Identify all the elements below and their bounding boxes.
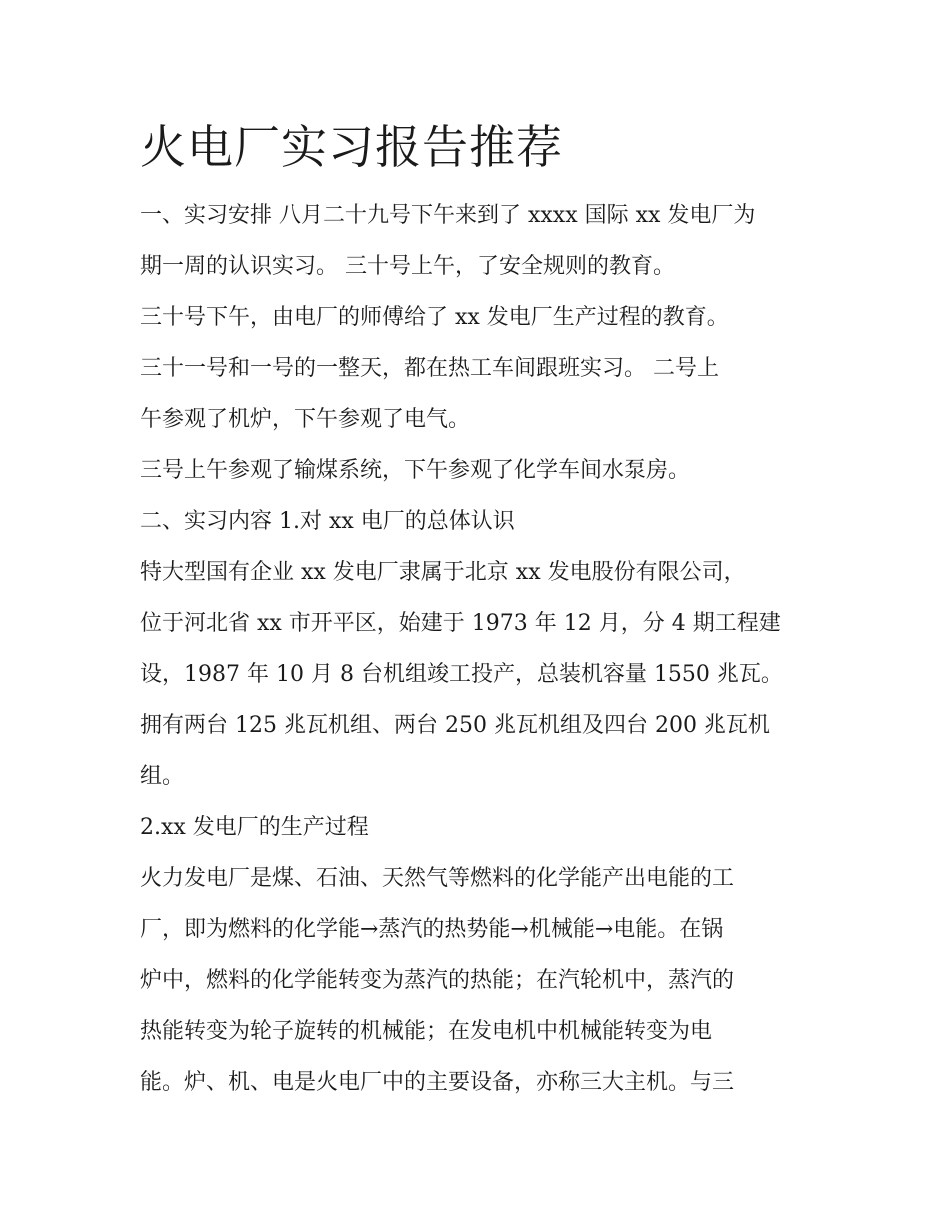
- body-line: 组。: [140, 764, 185, 789]
- document-page: [140, 112, 820, 1108]
- body-line: 设，1987 年 10 月 8 台机组竣工投产，总装机容量 1550 兆瓦。: [140, 662, 783, 687]
- section-heading: 二、实习内容 1.对 xx 电厂的总体认识: [140, 509, 515, 534]
- body-line: 火力发电厂是煤、石油、天然气等燃料的化学能产出电能的工: [140, 866, 735, 891]
- body-line: 厂，即为燃料的化学能→蒸汽的热势能→机械能→电能。在锅: [140, 917, 724, 942]
- subsection-heading: 2.xx 发电厂的生产过程: [140, 815, 369, 840]
- body-line: 热能转变为轮子旋转的机械能；在发电机中机械能转变为电: [140, 1019, 713, 1044]
- body-line: 拥有两台 125 兆瓦机组、两台 250 兆瓦机组及四台 200 兆瓦机: [140, 713, 770, 738]
- body-line: 三十号下午，由电厂的师傅给了 xx 发电厂生产过程的教育。: [140, 305, 729, 330]
- body-line: 位于河北省 xx 市开平区，始建于 1973 年 12 月，分 4 期工程建: [140, 611, 781, 636]
- body-line: 能。炉、机、电是火电厂中的主要设备，亦称三大主机。与三: [140, 1070, 735, 1095]
- body-line: 一、实习安排 八月二十九号下午来到了 xxxx 国际 xx 发电厂为: [140, 203, 756, 228]
- body-line: 三十一号和一号的一整天，都在热工车间跟班实习。 二号上: [140, 356, 719, 381]
- document-title: 火电厂实习报告推荐: [140, 120, 563, 174]
- body-line: 炉中，燃料的化学能转变为蒸汽的热能；在汽轮机中，蒸汽的: [140, 968, 735, 993]
- body-line: 期一周的认识实习。 三十号上午，了安全规则的教育。: [140, 254, 675, 279]
- body-line: 三号上午参观了输煤系统，下午参观了化学车间水泵房。: [140, 458, 691, 483]
- body-line: 午参观了机炉，下午参观了电气。: [140, 407, 471, 432]
- body-line: 特大型国有企业 xx 发电厂隶属于北京 xx 发电股份有限公司，: [140, 560, 746, 585]
